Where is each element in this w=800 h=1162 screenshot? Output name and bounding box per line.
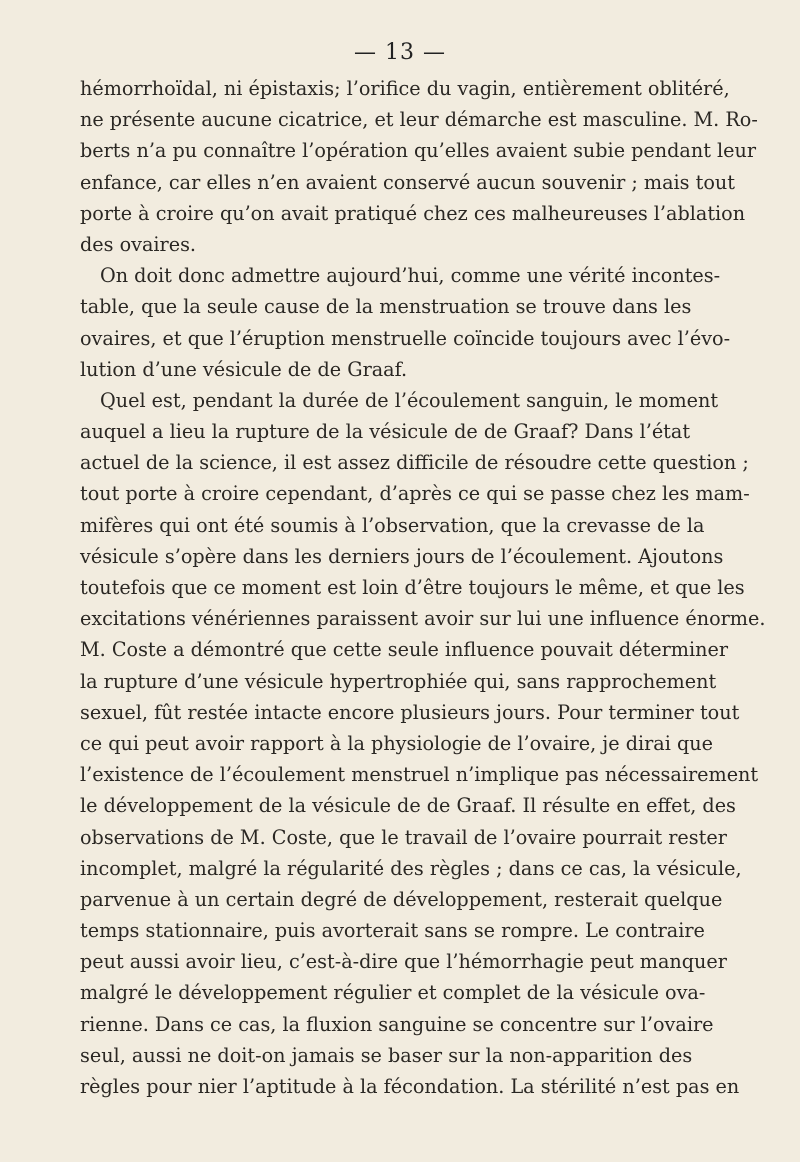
text-line: incomplet, malgré la régularité des règles ; dans ce cas, la vésicule, — [80, 856, 742, 880]
text-line: rienne. Dans ce cas, la fluxion sanguine se concentre sur l’ovaire — [80, 1012, 714, 1036]
text-line: excitations vénériennes paraissent avoir sur lui une influence énorme. — [80, 607, 766, 631]
text-line: parvenue à un certain degré de développement, resterait quelque — [80, 887, 723, 911]
text-line: ovaires, et que l’éruption menstruelle coïncide toujours avec l’évo- — [80, 326, 731, 350]
page-number: — 13 — — [354, 40, 446, 65]
text-line: sexuel, fût restée intacte encore plusieurs jours. Pour terminer tout — [80, 700, 740, 724]
text-line: seul, aussi ne doit-on jamais se baser sur la non-apparition des — [80, 1043, 693, 1067]
text-line: vésicule s’opère dans les derniers jours de l’écoulement. Ajoutons — [80, 544, 724, 568]
text-line: enfance, car elles n’en avaient conservé aucun souvenir ; mais tout — [80, 170, 735, 194]
text-line: berts n’a pu connaître l’opération qu’elles avaient subie pendant leur — [80, 139, 757, 163]
text-line: tout porte à croire cependant, d’après ce qui se passe chez les mam- — [80, 482, 750, 506]
text-line: ne présente aucune cicatrice, et leur démarche est masculine. M. Ro- — [80, 108, 758, 132]
text-line: table, que la seule cause de la menstruation se trouve dans les — [80, 295, 692, 319]
text-line: On doit donc admettre aujourd’hui, comme une vérité incontes- — [100, 264, 721, 288]
text-line: porte à croire qu’on avait pratiqué chez ces malheureuses l’ablation — [80, 201, 746, 225]
text-line: ce qui peut avoir rapport à la physiologie de l’ovaire, je dirai que — [80, 731, 713, 755]
body-text — [80, 73, 766, 1102]
text-line: observations de M. Coste, que le travail de l’ovaire pourrait rester — [80, 825, 727, 849]
text-line: des ovaires. — [80, 232, 197, 256]
text-line: hémorrhoïdal, ni épistaxis; l’orifice du vagin, entièrement oblitéré, — [80, 77, 730, 100]
text-line: mifères qui ont été soumis à l’observation, que la crevasse de la — [80, 513, 705, 537]
text-line: actuel de la science, il est assez difficile de résoudre cette question ; — [80, 451, 749, 475]
text-line: M. Coste a démontré que cette seule influence pouvait déterminer — [80, 638, 728, 662]
text-line: temps stationnaire, puis avorterait sans se rompre. Le contraire — [80, 919, 705, 943]
text-line: peut aussi avoir lieu, c’est-à-dire que l’hémorrhagie peut manquer — [80, 950, 727, 974]
text-line: toutefois que ce moment est loin d’être toujours le même, et que les — [80, 576, 745, 599]
text-line: malgré le développement régulier et complet de la vésicule ova- — [80, 981, 706, 1005]
text-line: le développement de la vésicule de de Graaf. Il résulte en effet, des — [80, 794, 736, 818]
text-line: auquel a lieu la rupture de la vésicule de de Graaf? Dans l’état — [80, 420, 691, 444]
text-line: règles pour nier l’aptitude à la fécondation. La stérilité n’est pas en — [80, 1075, 740, 1098]
text-line: Quel est, pendant la durée de l’écoulement sanguin, le moment — [100, 388, 719, 412]
text-line: lution d’une vésicule de de Graaf. — [80, 357, 408, 381]
text-line: la rupture d’une vésicule hypertrophiée qui, sans rapprochement — [80, 669, 717, 693]
text-line: l’existence de l’écoulement menstruel n’implique pas nécessairement — [80, 763, 759, 787]
